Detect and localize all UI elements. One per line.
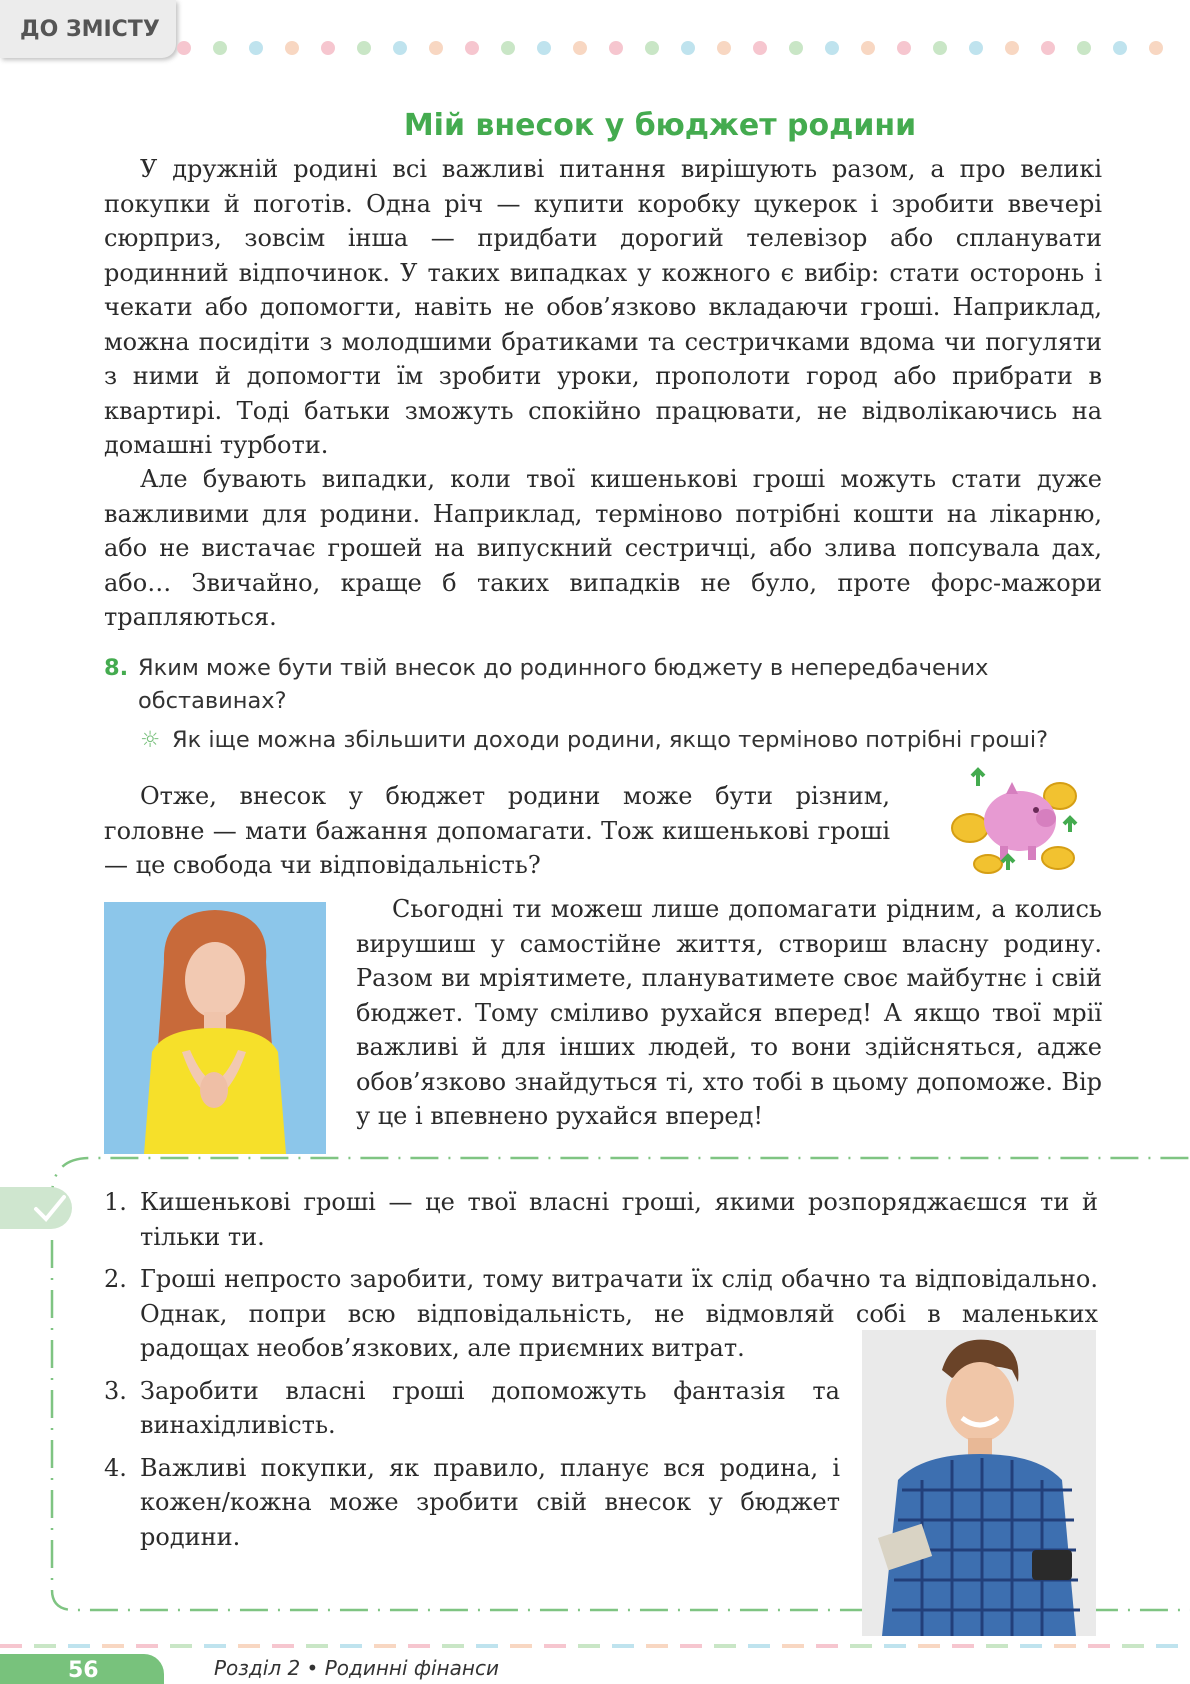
- decorative-dot: [285, 41, 299, 55]
- decorative-dot: [861, 41, 875, 55]
- decorative-dot: [1149, 41, 1163, 55]
- decorative-dot: [537, 41, 551, 55]
- footer-dash: [170, 1644, 192, 1648]
- footer-dash: [986, 1644, 1008, 1648]
- footer-dash: [1122, 1644, 1144, 1648]
- task-number: 8.: [104, 655, 129, 681]
- footer-dash: [238, 1644, 260, 1648]
- summary-number: 1.: [104, 1188, 127, 1216]
- decorative-dot: [753, 41, 767, 55]
- summary-item: [104, 1185, 1098, 1254]
- footer-dash: [0, 1644, 22, 1648]
- paragraph-emergencies: Але бувають випадки, коли твої кишенькові гроші можуть стати дуже важливими для родини. Наприклад, терміново потрібні кошти на лікарню, або не вистачає грошей на випускний сестричці, або злива попсувала дах, або… Звичайно, краще б таких випадків не було, проте форс-мажори трапляються.: [104, 465, 1102, 631]
- decorative-dot: [969, 41, 983, 55]
- paragraph-future: Сьогодні ти можеш лише допомагати рідним, а колись вирушиш у самостійне життя, створиш власну родину. Разом ви мріятимете, плануватимете своє майбутнє і свій бюджет. Тому сміливо рухайся вперед! А якщо твої мрії важливі й для інших людей, то вони здійсняться, адже обов’язково знайдуться ті, хто тобі в цьому допоможе. Вір у це і впевнено рухайся вперед!: [356, 895, 1102, 1130]
- decorative-dot-row: [176, 40, 1190, 56]
- footer-dash: [1088, 1644, 1110, 1648]
- decorative-dot: [1113, 41, 1127, 55]
- summary-number: 2.: [104, 1265, 127, 1293]
- footer-dash: [1054, 1644, 1076, 1648]
- decorative-dot: [249, 41, 263, 55]
- footer-dash: [612, 1644, 634, 1648]
- page-number: 56: [0, 1654, 164, 1684]
- summary-number: 3.: [104, 1376, 127, 1405]
- summary-number: 4.: [104, 1453, 127, 1482]
- footer-dash: [476, 1644, 498, 1648]
- summary-text: Кишенькові гроші — це твої власні гроші, якими розпоряджаєшся ти й тільки ти.: [140, 1188, 1098, 1251]
- decorative-dot: [501, 41, 515, 55]
- footer-dash: [340, 1644, 362, 1648]
- paragraph-intro: У дружній родині всі важливі питання вирішують разом, а про великі покупки й поготів. Одна річ — купити коробку цукерок і зробити ввечері сюрприз, зовсім інша — придбати дорогий телевізор або спланувати родинний відпочинок. У таких випадках у кожного є вибір: стати осторонь і чекати або допомогти, навіть не обов’язково вкладаючи гроші. Наприклад, можна посидіти з молодшими братиками та сестричками вдома чи погуляти з ними й допомогти їм зробити уроки, прополоти город або прибрати в квартирі. Тоді батьки зможуть спокійно працювати, не відволікаючись на домашні турботи.: [104, 155, 1102, 459]
- footer-dash: [714, 1644, 736, 1648]
- decorative-dot: [393, 41, 407, 55]
- footer-dash: [442, 1644, 464, 1648]
- footer-dash: [680, 1644, 702, 1648]
- decorative-dot: [1077, 41, 1091, 55]
- decorative-dot: [933, 41, 947, 55]
- footer-dash: [544, 1644, 566, 1648]
- decorative-dot: [609, 41, 623, 55]
- summary-text: Гроші непросто заробити, тому витрачати їх слід обачно та відповідально. Однак, попри всю відповідальність, не відмовляй собі в маленьких радощах необов’язкових, але приємних витрат.: [140, 1265, 1098, 1362]
- task-text: Яким може бути твій внесок до родинного бюджету в непередбачених обставинах?: [138, 655, 989, 714]
- decorative-dot: [645, 41, 659, 55]
- task-extra-text: Як іще можна збільшити доходи родини, якщо терміново потрібні гроші?: [172, 727, 1049, 753]
- task-8: [104, 652, 1102, 718]
- decorative-dot: [1041, 41, 1055, 55]
- footer-dash: [374, 1644, 396, 1648]
- footer-dash: [102, 1644, 124, 1648]
- footer-dash: [952, 1644, 974, 1648]
- footer-dash: [850, 1644, 872, 1648]
- footer-dash: [510, 1644, 532, 1648]
- decorative-dot: [897, 41, 911, 55]
- footer-dash: [884, 1644, 906, 1648]
- footer-dash: [272, 1644, 294, 1648]
- section-title: Розділ 2 • Родинні фінанси: [214, 1656, 499, 1680]
- summary-badge: [0, 1187, 72, 1229]
- piggy-bank-illustration: [948, 766, 1080, 876]
- footer-dash: [578, 1644, 600, 1648]
- paragraph-conclusion: Отже, внесок у бюджет родини може бути різним, головне — мати бажання допомагати. Тож кишенькові гроші — це свобода чи відповідальність?: [104, 782, 890, 879]
- summary-text: Заробити власні гроші допоможуть фантазія та винахідливість.: [140, 1376, 840, 1439]
- summary-item: [104, 1451, 840, 1555]
- decorative-dot: [1005, 41, 1019, 55]
- decorative-dot: [717, 41, 731, 55]
- footer-dash: [306, 1644, 328, 1648]
- footer-dash: [68, 1644, 90, 1648]
- decorative-dot: [357, 41, 371, 55]
- boy-photo: [862, 1330, 1096, 1636]
- footer-dashed-line: [0, 1644, 1190, 1648]
- decorative-dot: [789, 41, 803, 55]
- decorative-dot: [177, 41, 191, 55]
- summary-item: [104, 1374, 840, 1443]
- footer-dash: [408, 1644, 430, 1648]
- footer-dash: [204, 1644, 226, 1648]
- footer-dash: [646, 1644, 668, 1648]
- footer-dash: [1020, 1644, 1042, 1648]
- decorative-dot: [213, 41, 227, 55]
- task-extra: [140, 724, 1100, 756]
- summary-text: Важливі покупки, як правило, планує вся родина, і кожен/кожна може зробити свій внесок у бюджет родини.: [140, 1453, 840, 1551]
- footer-dash: [918, 1644, 940, 1648]
- footer-dash: [782, 1644, 804, 1648]
- footer-dash: [136, 1644, 158, 1648]
- decorative-dot: [429, 41, 443, 55]
- footer-dash: [34, 1644, 56, 1648]
- girl-photo: [104, 902, 326, 1154]
- footer-dash: [1156, 1644, 1178, 1648]
- footer-dash: [748, 1644, 770, 1648]
- footer-dash: [816, 1644, 838, 1648]
- check-icon: [0, 1187, 72, 1229]
- decorative-dot: [825, 41, 839, 55]
- decorative-dot: [573, 41, 587, 55]
- toc-button[interactable]: ДО ЗМІСТУ: [0, 0, 176, 58]
- page-title: Мій внесок у бюджет родини: [403, 108, 917, 143]
- decorative-dot: [321, 41, 335, 55]
- decorative-dot: [465, 41, 479, 55]
- decorative-dot: [681, 41, 695, 55]
- sun-icon: ☼: [140, 727, 161, 753]
